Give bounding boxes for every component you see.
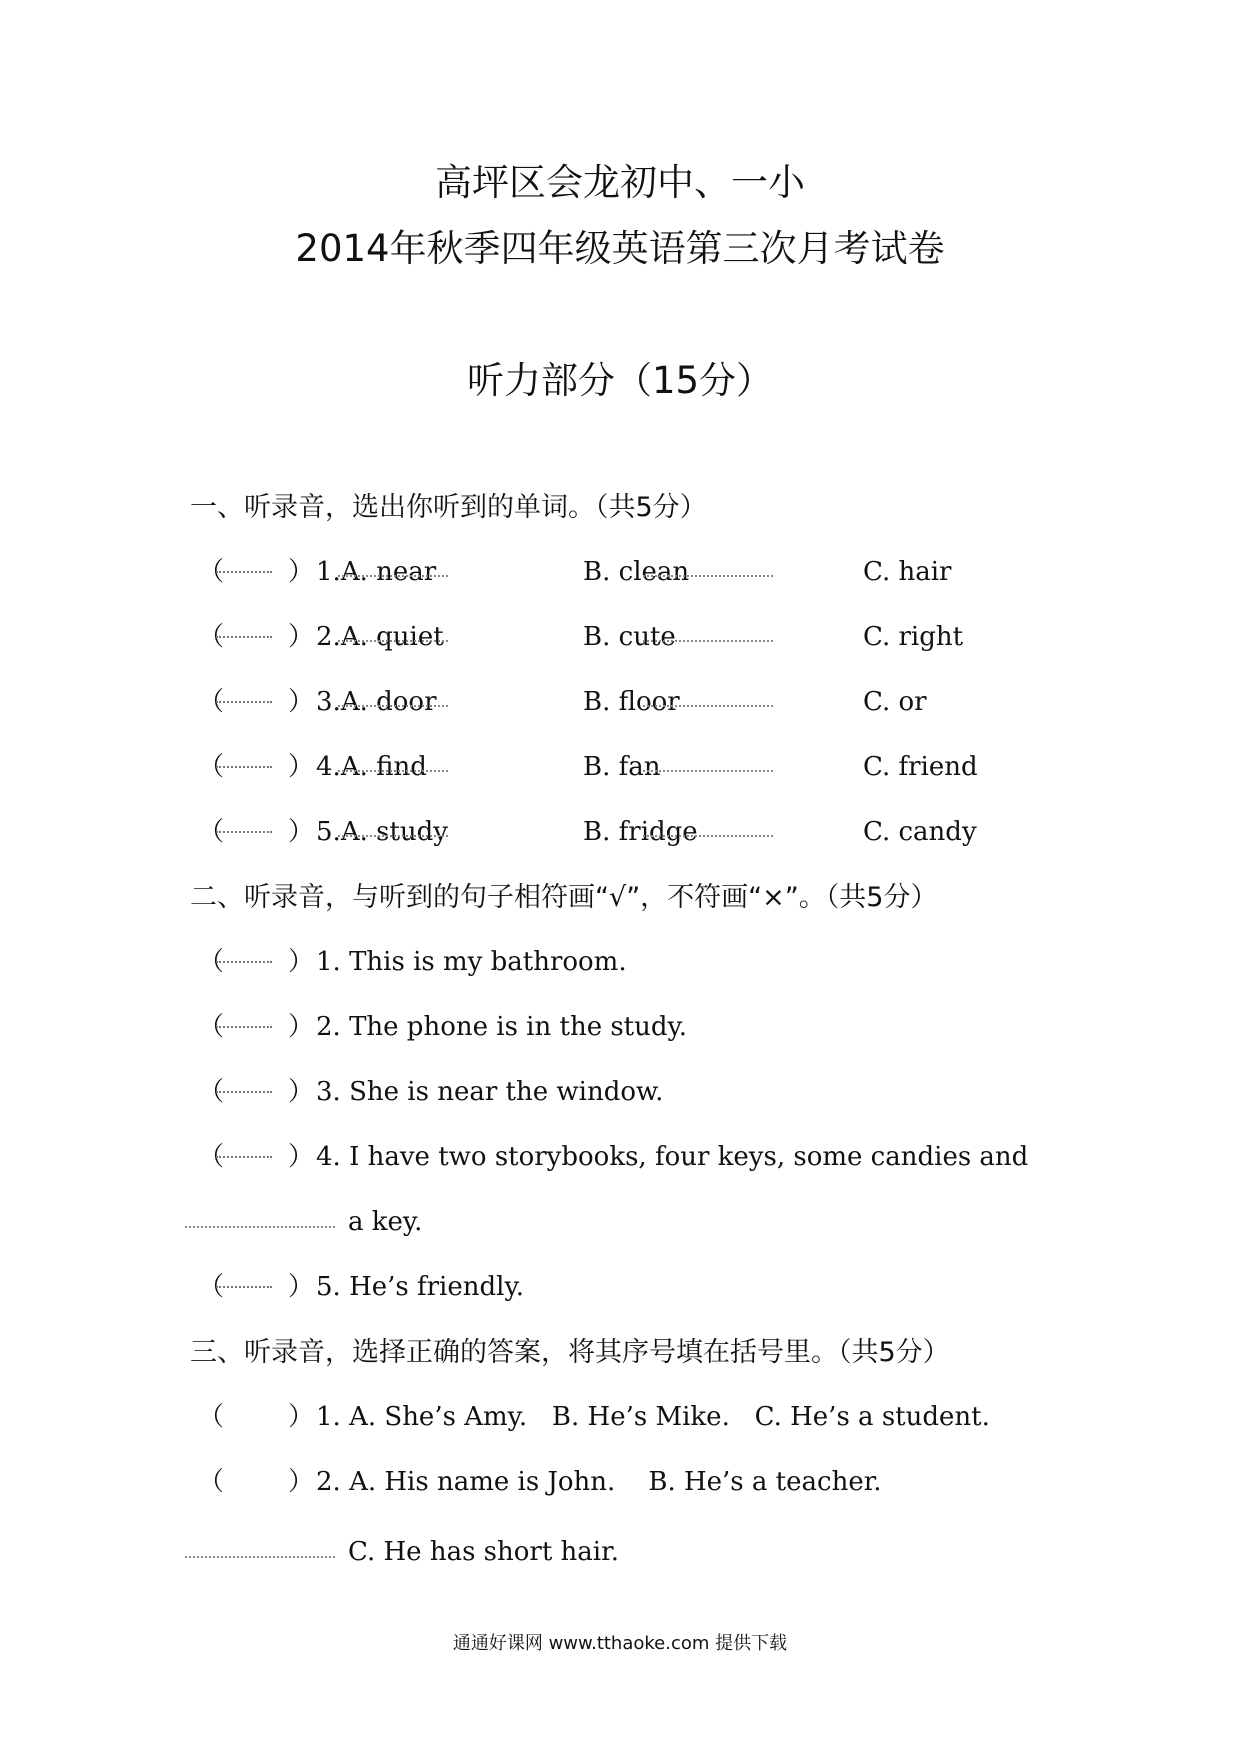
school-name: 高坪区会龙初中、一小 [435, 161, 805, 204]
option-c: C. hair [863, 557, 952, 587]
question-text: 4. I have two storybooks, four keys, some candies and [316, 1142, 1029, 1172]
section-2-heading: 二、听录音，与听到的句子相符画“√”，不符画“×”。（共5分） [190, 882, 938, 913]
question-text: 1. This is my bathroom. [316, 947, 627, 977]
s3-question-2-continued: C. He has short hair. [348, 1537, 619, 1567]
question-number-and-option-a: 4.A. find [316, 752, 427, 782]
question-text: 3. She is near the window. [316, 1077, 664, 1107]
option-c: C. right [863, 622, 964, 652]
s2-question-4-continued: a key. [348, 1207, 423, 1237]
question-number-and-option-a: 3.A. door [316, 687, 437, 717]
section-3-heading: 三、听录音，选择正确的答案，将其序号填在括号里。（共5分） [190, 1337, 950, 1368]
section-1-heading: 一、听录音，选出你听到的单词。（共5分） [190, 492, 707, 523]
question-text: 2. A. His name is John. B. He’s a teacher. [316, 1467, 882, 1497]
part-title: 听力部分（15分） [466, 359, 774, 402]
option-c: C. candy [863, 817, 977, 847]
option-b: B. floor [583, 687, 680, 717]
question-number-and-option-a: 1.A. near [316, 557, 437, 587]
exam-title: 2014年秋季四年级英语第三次月考试卷 [295, 227, 945, 270]
question-number-and-option-a: 2.A. quiet [316, 622, 444, 652]
option-b: B. fan [583, 752, 661, 782]
option-c: C. or [863, 687, 927, 717]
option-b: B. fridge [583, 817, 698, 847]
option-b: B. cute [583, 622, 676, 652]
question-text: 1. A. She’s Amy. B. He’s Mike. C. He’s a student. [316, 1402, 990, 1432]
question-text: 5. He’s friendly. [316, 1272, 524, 1302]
option-b: B. clean [583, 557, 690, 587]
question-number-and-option-a: 5.A. study [316, 817, 448, 847]
question-text: 2. The phone is in the study. [316, 1012, 688, 1042]
option-c: C. friend [863, 752, 978, 782]
footer-credit: 通通好课网 www.tthaoke.com 提供下载 [452, 1633, 788, 1654]
